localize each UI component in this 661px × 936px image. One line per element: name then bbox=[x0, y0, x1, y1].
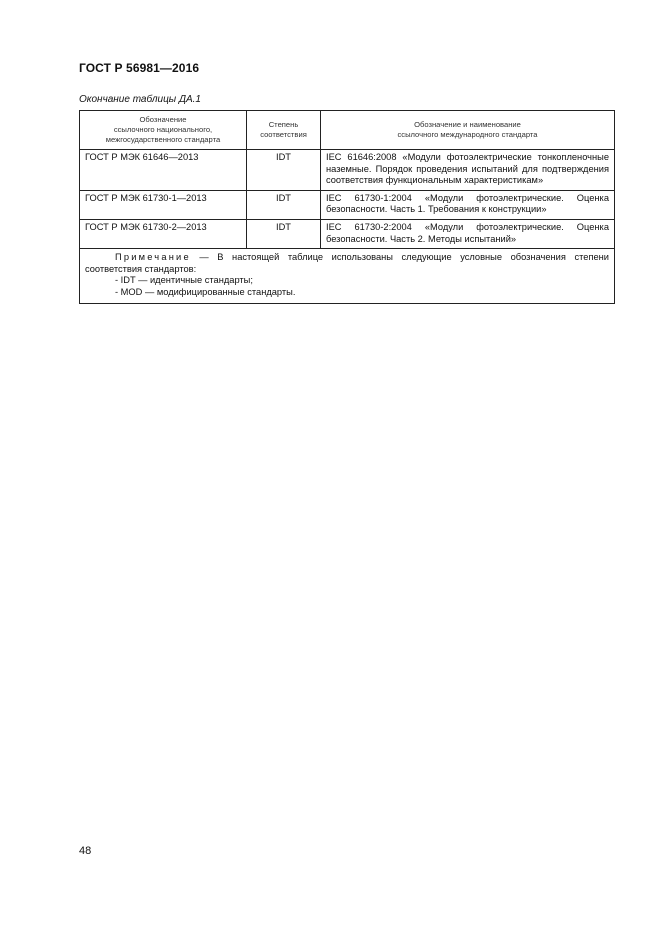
degree-cell: IDT bbox=[247, 150, 321, 191]
column-header-degree bbox=[247, 111, 321, 150]
column-header-national-text: Обозначение ссылочного национального, межгосударственного стандарта bbox=[105, 115, 221, 144]
table-header-row bbox=[80, 111, 615, 150]
column-header-international bbox=[321, 111, 615, 150]
national-standard-cell: ГОСТ Р МЭК 61730-2—2013 bbox=[80, 219, 247, 248]
degree-cell: IDT bbox=[247, 190, 321, 219]
table-caption: Окончание таблицы ДА.1 bbox=[79, 94, 201, 105]
reference-standards-table bbox=[79, 110, 615, 304]
note-text: — В настоящей таблице использованы следующие условные обозначения степени соответствия стандартов: bbox=[85, 252, 609, 274]
national-standard-cell: ГОСТ Р МЭК 61730-1—2013 bbox=[80, 190, 247, 219]
international-standard-cell: IEC 61646:2008 «Модули фотоэлектрические тонкопленочные наземные. Порядок проведения испытаний для подтверждения соответствия функциональным характеристикам» bbox=[321, 150, 615, 191]
international-standard-cell: IEC 61730-1:2004 «Модули фотоэлектрические. Оценка безопасности. Часть 1. Требования к конструкции» bbox=[321, 190, 615, 219]
note-label: Примечание bbox=[115, 252, 191, 263]
table-row bbox=[80, 150, 615, 191]
note-paragraph bbox=[85, 252, 609, 275]
national-standard-cell: ГОСТ Р МЭК 61646—2013 bbox=[80, 150, 247, 191]
column-header-national bbox=[80, 111, 247, 150]
page-number: 48 bbox=[79, 845, 92, 857]
note-list-item: - MOD — модифицированные стандарты. bbox=[115, 286, 296, 297]
table-note-row bbox=[80, 249, 615, 303]
note-list-item: - IDT — идентичные стандарты; bbox=[115, 275, 253, 286]
table-row bbox=[80, 219, 615, 248]
table-note bbox=[80, 249, 615, 303]
column-header-international-text: Обозначение и наименование ссылочного международного стандарта bbox=[397, 120, 538, 139]
column-header-degree-text: Степень соответствия bbox=[260, 120, 307, 139]
document-header: ГОСТ Р 56981—2016 bbox=[79, 61, 200, 75]
degree-cell: IDT bbox=[247, 219, 321, 248]
international-standard-cell: IEC 61730-2:2004 «Модули фотоэлектрические. Оценка безопасности. Часть 2. Методы испытаний» bbox=[321, 219, 615, 248]
table-row bbox=[80, 190, 615, 219]
